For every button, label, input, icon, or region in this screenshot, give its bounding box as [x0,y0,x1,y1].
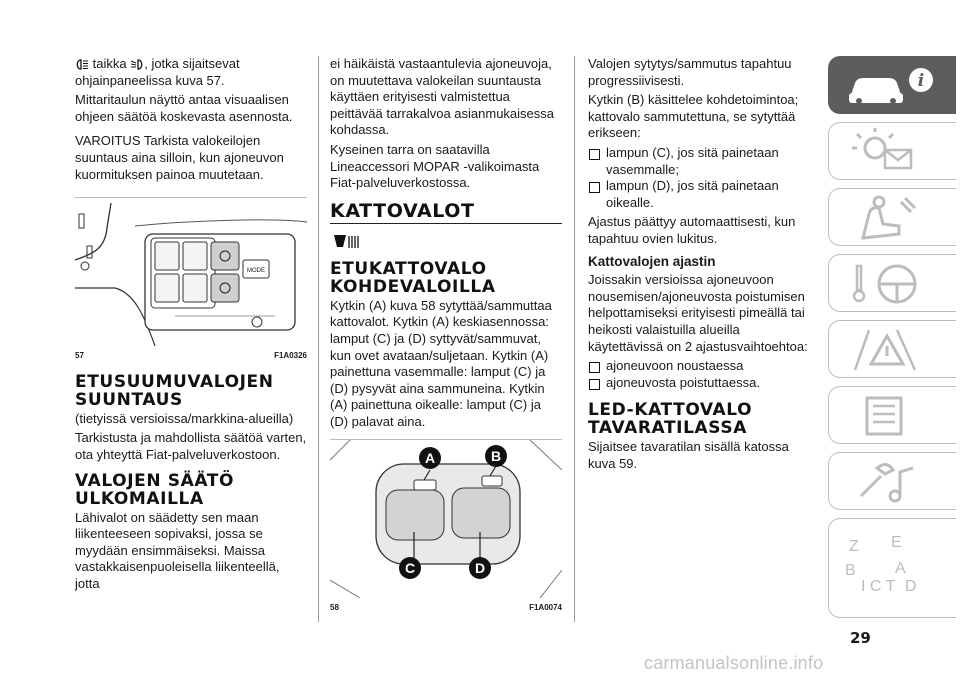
figure-58-code: F1A0074 [529,602,562,612]
page-number: 29 [850,629,871,647]
svg-text:i: i [917,71,925,91]
tab-emergency[interactable] [828,320,956,378]
heading-front-fog: ETUSUUMUVALOJEN SUUNTAUS [75,371,274,410]
figure-57-number: 57 [75,351,84,361]
column-3 [588,56,816,475]
intro-word: taikka [92,56,127,71]
label-c: C [404,559,416,576]
heading-front-ceiling-light: ETUKATTOVALO KOHDEVALOILLA [330,258,496,297]
tab-multimedia[interactable] [828,452,956,510]
paragraph-display: Mittaritaulun näyttö antaa visuaalisen ohjeen säätöä koskevasta asennosta. [75,92,293,124]
car-info-icon [841,61,941,111]
label-b: B [490,447,502,464]
column-divider-2 [574,56,575,622]
figure-58-number: 58 [330,602,339,612]
airbag-seat-icon [849,194,929,242]
svg-text:A: A [895,560,906,577]
label-d: D [474,559,486,576]
paragraph-switch-b: Kytkin (B) käsittelee kohdetoimintoa; kattovalo sammutettuna, se sytyttää erikseen: [588,92,799,141]
checkbox-bullet-icon [589,379,600,390]
svg-text:I C T: I C T [861,578,896,595]
list-item: lampun (C), jos sitä painetaan vasemmalle; [588,145,816,178]
ceiling-light-icon [332,232,362,252]
headlight-level-icon [130,59,144,70]
wrench-music-icon [847,458,927,506]
list-item: lampun (D), jos sitä painetaan oikealle. [588,178,816,211]
checkbox-bullet-icon [589,362,600,373]
fog-light-icon [75,59,89,70]
warning-lights-icon [847,128,927,176]
paragraph-timer: Joissakin versioissa ajoneuvoon nousemisen/ajoneuvosta poistumisen helpottamiseksi erityisesti pimeällä tai heikosti valaistuilla alueilla käytettävissä on 2 ajastusvaihtoehtoa: [588,272,808,354]
mode-label: MODE [247,268,265,275]
tab-car-info[interactable] [828,56,956,114]
paragraph-abroad: Lähivalot on säädetty sen maan liikenteeseen sopivaksi, jossa se myydään ensimmäiseksi. Maissa vastakkaisenpuoleisella liikenteellä, jotta [75,509,280,591]
tab-safety[interactable] [828,188,956,246]
figure-58-caption [330,600,562,617]
heading-led-light: LED-KATTOVALO TAVARATILASSA [588,400,753,439]
figure-58-illustration [330,440,562,598]
paragraph-glare: ei häikäistä vastaantulevia ajoneuvoja, on muutettava valokeilan suuntausta käyttäen erityisesti valmistettua peittävää tarrakalvoa asianmukaisessa kohdassa. [330,56,555,138]
svg-text:B: B [845,562,856,579]
paragraph-switch-a: Kytkin (A) kuva 58 sytyttää/sammuttaa kattovalot. Kytkin (A) keskiasennossa: lamput (C) ja (D) syttyvät/sammuvat, kun ovet avataan/suljetaan. Kytkin (A) painettuna vasemmalle: lamput (C) ja (D) pysyvät aina sammuneina. Kytkin (A) painettuna oikealle: lamput (C) ja (D) palavat aina. [330,297,552,429]
figure-57-illustration [75,198,307,346]
svg-text:E: E [891,534,902,551]
list-item: ajoneuvoon noustaessa [588,358,816,375]
paragraph-mopar: Kyseinen tarra on saatavilla Lineaccessori MOPAR -valikoimasta Fiat-palveluverkostossa. [330,141,540,191]
checkbox-bullet-icon [589,182,600,193]
heading-abroad: VALOJEN SÄÄTÖ ULKOMAILLA [75,470,235,509]
figure-58 [330,439,562,617]
paragraph-led: Sijaitsee tavaratilan sisällä katossa kuva 59. [588,439,789,471]
intro-paragraph [75,56,307,89]
column-divider-1 [318,56,319,622]
heading-front-fog-subtitle: (tietyissä versioissa/markkina-alueilla) [75,410,294,426]
tab-warning-lights[interactable] [828,122,956,180]
paragraph-warning: VAROITUS Tarkista valokeilojen suuntaus aina silloin, kun ajoneuvon kuormituksen painoa muutetaan. [75,133,284,182]
column-2 [330,56,562,622]
svg-text:D: D [905,578,917,595]
service-book-icon [847,392,927,440]
intro-line-1: , jotka sijaitsevat [144,56,240,71]
svg-text:Z: Z [849,538,859,555]
tab-service[interactable] [828,386,956,444]
road-warning-icon [847,326,927,374]
tab-index[interactable] [828,518,956,618]
checkbox-bullet-icon [589,149,600,160]
heading-timer: Kattovalojen ajastin [588,253,716,269]
paragraph-fog-check: Tarkistusta ja mahdollista säätöä varten, ota yhteyttä Fiat-palveluverkostoon. [75,430,307,462]
label-a: A [424,449,436,466]
figure-57-code: F1A0326 [274,351,307,361]
steering-wheel-icon [847,260,927,308]
column-1 [75,56,307,596]
paragraph-progressive: Valojen sytytys/sammutus tapahtuu progressiivisesti. [588,56,792,88]
watermark: carmanualsonline.info [644,653,824,673]
figure-57 [75,197,307,365]
heading-ceiling-lights: KATTOVALOT [330,202,562,224]
intro-line-2: ohjainpaneelissa kuva 57. [75,72,225,88]
paragraph-timer-end: Ajastus päättyy automaattisesti, kun tapahtuu ovien lukitus. [588,214,796,246]
figure-57-caption [75,348,307,365]
tab-driving[interactable] [828,254,956,312]
alphabet-index-icon [843,529,933,609]
list-item: ajoneuvosta poistuttaessa. [588,375,816,392]
